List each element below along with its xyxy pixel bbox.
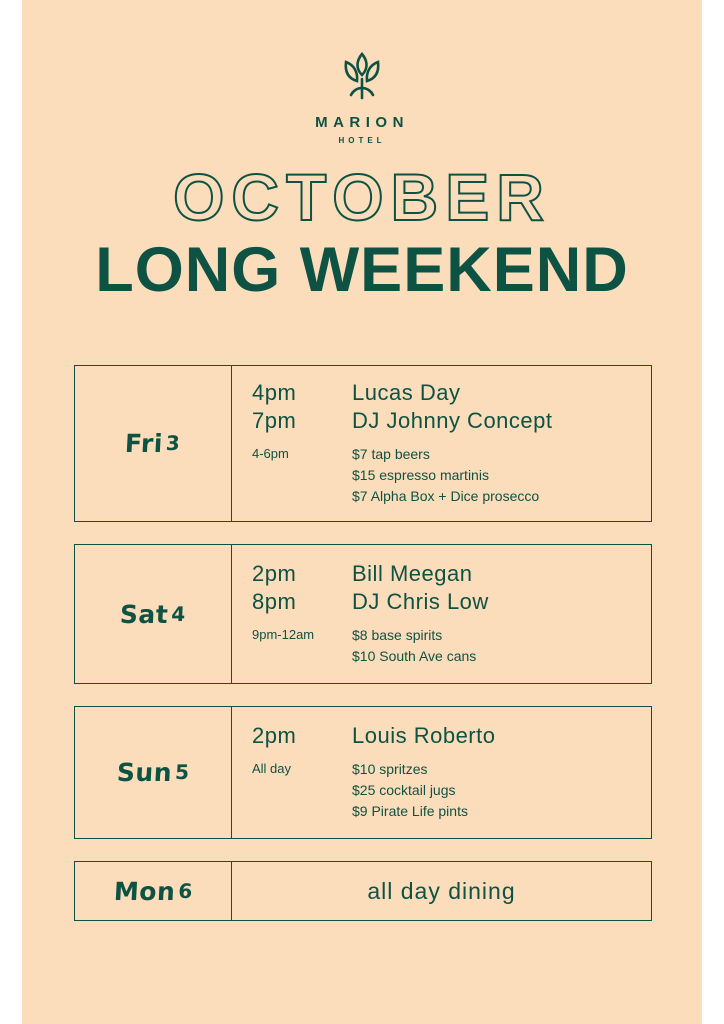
day-column — [75, 862, 232, 920]
act-row — [252, 408, 637, 434]
act-row — [252, 589, 637, 615]
day-name: Sat — [119, 599, 170, 629]
info-column — [232, 366, 651, 521]
act-time: 8pm — [252, 589, 297, 614]
all-day-dining-label: all day dining — [367, 877, 516, 904]
act-time: 7pm — [252, 408, 297, 433]
day-column — [75, 707, 232, 838]
day-label — [113, 877, 193, 906]
day-label — [116, 758, 190, 787]
deal-item: $7 tap beers — [352, 446, 430, 462]
act-name: DJ Chris Low — [352, 589, 489, 614]
info-column — [232, 545, 651, 683]
day-name: Mon — [112, 876, 176, 906]
act-name: Bill Meegan — [352, 561, 473, 586]
act-row — [252, 723, 637, 749]
deals-row — [252, 625, 637, 667]
day-column — [75, 545, 232, 683]
day-column — [75, 366, 232, 521]
day-name: Sun — [115, 758, 173, 787]
day-label — [125, 429, 182, 458]
act-name: Louis Roberto — [352, 723, 496, 748]
day-number: 5 — [174, 760, 190, 784]
deals-list — [352, 759, 468, 822]
day-number: 4 — [170, 601, 187, 626]
wheat-leaf-icon — [333, 48, 391, 104]
deal-item: $7 Alpha Box + Dice prosecco — [352, 488, 540, 504]
deals-row — [252, 759, 637, 822]
deal-item: $8 base spirits — [352, 627, 443, 643]
act-time: 2pm — [252, 723, 297, 748]
deal-item: $25 cocktail jugs — [352, 782, 456, 798]
poster — [22, 0, 702, 1024]
deals-time: 4-6pm — [252, 446, 289, 461]
deal-item: $9 Pirate Life pints — [352, 803, 468, 819]
deal-item: $10 spritzes — [352, 761, 428, 777]
schedule-list — [74, 365, 652, 943]
schedule-card-friday — [74, 365, 652, 522]
act-name: Lucas Day — [352, 380, 461, 405]
act-row — [252, 380, 637, 406]
brand-subtitle: HOTEL — [338, 136, 386, 145]
deals-list — [352, 625, 476, 667]
act-row — [252, 561, 637, 587]
deals-time: 9pm-12am — [252, 627, 315, 642]
schedule-card-saturday — [74, 544, 652, 684]
day-name: Fri — [124, 429, 164, 458]
deals-time: All day — [252, 761, 292, 776]
page-title: LONG WEEKEND — [95, 235, 629, 305]
day-label — [119, 600, 186, 629]
schedule-card-monday — [74, 861, 652, 921]
day-number: 6 — [177, 878, 194, 903]
day-number: 3 — [165, 431, 182, 455]
act-time: 2pm — [252, 561, 297, 586]
act-name: DJ Johnny Concept — [352, 408, 553, 433]
schedule-card-sunday — [74, 706, 652, 839]
brand-name: MARION — [315, 114, 409, 131]
deal-item: $10 South Ave cans — [352, 648, 477, 664]
month-heading: OCTOBER — [173, 160, 551, 234]
deal-item: $15 espresso martinis — [352, 467, 489, 483]
brand-logo — [22, 48, 702, 145]
info-column — [232, 862, 651, 920]
info-column — [232, 707, 651, 838]
deals-row — [252, 444, 637, 507]
act-time: 4pm — [252, 380, 297, 405]
deals-list — [352, 444, 539, 507]
